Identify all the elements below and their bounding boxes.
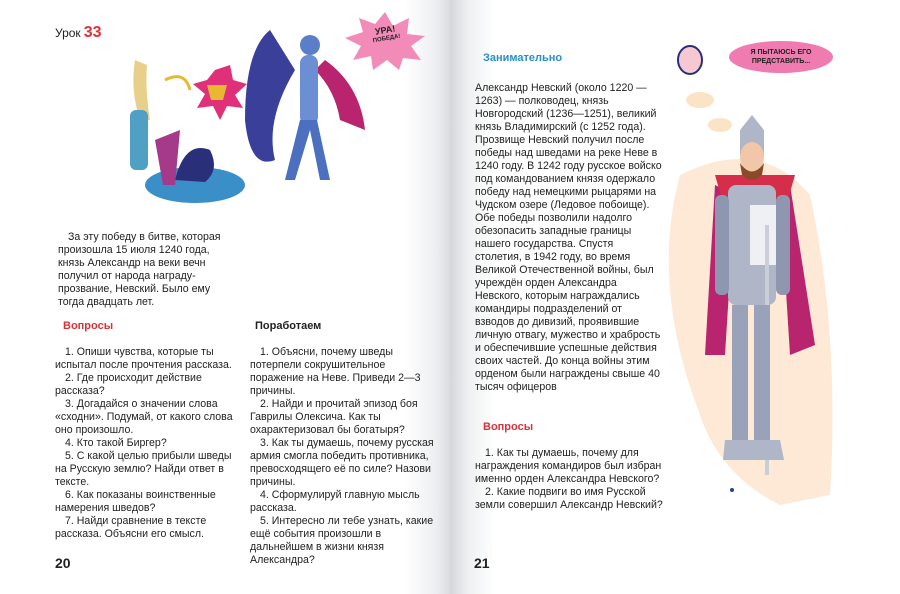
- question-item: 2. Какие подвиги во имя Русской земли совершил Александр Невский?: [475, 486, 663, 511]
- questions-list: [475, 447, 667, 512]
- work-heading: Поработаем: [255, 320, 322, 332]
- body-text: Александр Невский (около 1220 — 1263) — полководец, князь Новгородский (1236—1251), великий князь Владимирский (с 1252 года). Прозвище Невский получил после победы над шведами на реке Неве в 1240 году. В 1242 году русское войско под командованием князя одержало победу над немецкими рыцарями на Чудском озере (Ледовое побоище). Обе победы позволили надолго обезопасить западные границы нашего государства. Спустя столетия, в 1942 году, во время Великой Отечественной войны, был учреждён орден Александра Невского, которым награждались командиры подразделений от взводов до дивизий, проявившие личную отвагу, мужество и храбрость и обеспечившие успешные действия своих частей. До конца войны этим орденом были награждены свыше 40 тысяч офицеров: [475, 82, 662, 393]
- work-list: [250, 346, 440, 567]
- lesson-number: 33: [83, 24, 102, 41]
- knight-illustration: [640, 35, 850, 515]
- question-item: 7. Найди сравнение в тексте рассказа. Объясни его смысл.: [55, 515, 207, 540]
- question-item: 4. Кто такой Биргер?: [65, 437, 167, 449]
- work-item: 4. Сформулируй главную мысль рассказа.: [250, 489, 420, 514]
- questions-heading: Вопросы: [483, 421, 534, 433]
- caption-text: За эту победу в битве, которая произошла 15 июля 1240 года, князь Александр на веки вечн получил от народа награду-прозвание, Невский. Было ему тогда двадцать лет.: [58, 231, 221, 308]
- starburst-line-2: ПОБЕДА!: [372, 33, 401, 45]
- questions-list: [55, 346, 235, 541]
- work-item: 5. Интересно ли тебе узнать, какие ещё события произошли в дальнейшем в жизни князя Александра?: [250, 515, 434, 566]
- work-item: 1. Объясни, почему шведы потерпели сокрушительное поражение на Неве. Приведи 2—3 причины.: [250, 346, 421, 397]
- question-item: 2. Где происходит действие рассказа?: [55, 372, 202, 397]
- lesson-label: Урок: [55, 26, 81, 40]
- page-number: 20: [55, 555, 71, 571]
- starburst-line-1: УРА!: [374, 23, 397, 37]
- right-page: [450, 0, 900, 594]
- work-item: 2. Найди и прочитай эпизод боя Гаврилы Олексича. Как ты охарактеризовал бы богатыря?: [250, 398, 418, 436]
- question-item: 1. Опиши чувства, которые ты испытал после прочтения рассказа.: [55, 346, 232, 371]
- questions-heading: Вопросы: [63, 320, 114, 332]
- question-item: 1. Как ты думаешь, почему для награждения командиров был избран именно орден Александра Невского?: [475, 447, 662, 485]
- work-item: 3. Как ты думаешь, почему русская армия смогла победить противника, превосходящего её по силе? Назови причины.: [250, 437, 434, 488]
- question-item: 5. С какой целью прибыли шведы на Русскую землю? Найди ответ в тексте.: [55, 450, 232, 488]
- section-heading: Занимательно: [483, 52, 563, 64]
- question-item: 3. Догадайся о значении слова «сходни». Подумай, от какого слова оно произошло.: [55, 398, 233, 436]
- question-item: 6. Как показаны воинственные намерения шведов?: [55, 489, 216, 514]
- page-number: 21: [474, 555, 490, 571]
- speech-bubble-text: Я ПЫТАЮСЬ ЕГО ПРЕДСТАВИТЬ...: [750, 49, 812, 65]
